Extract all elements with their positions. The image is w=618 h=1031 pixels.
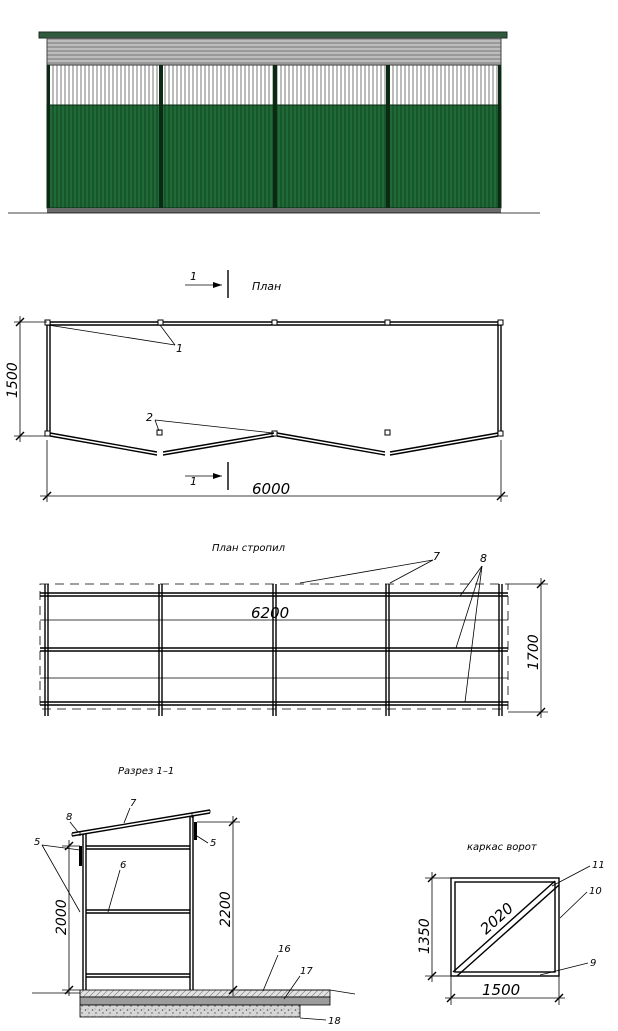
facade-post	[47, 65, 50, 208]
floor-layer-17	[80, 997, 330, 1005]
section-marker-top-label: 1	[190, 270, 197, 283]
facade-view	[8, 32, 540, 213]
callout-8-leaders	[456, 552, 487, 702]
section-dim-2200: 2200	[218, 891, 234, 927]
rafters-roof-outline	[40, 584, 508, 709]
rafters-dim-width: 6200	[251, 604, 290, 622]
section-ground	[32, 990, 355, 1017]
roof-fascia	[47, 38, 501, 65]
plan-outline	[47, 322, 501, 436]
rafters-view	[40, 543, 548, 718]
callout-2: 2	[146, 411, 153, 424]
callout-9: 9	[590, 958, 597, 969]
plan-dim-width: 6000	[252, 480, 291, 498]
gate-title: каркас ворот	[467, 842, 537, 853]
section-dim-2000	[54, 840, 80, 996]
callout-8-section: 8	[66, 812, 73, 823]
callout-8: 8	[480, 552, 487, 565]
section-arrow-head	[213, 282, 222, 288]
facade-post	[159, 65, 163, 208]
callout-1-leaders	[48, 325, 183, 355]
floor-layer-18	[80, 1005, 300, 1017]
callout-5-left: 5	[34, 837, 41, 848]
gate-dim-diagonal: 2020	[476, 899, 518, 938]
section-view	[32, 766, 355, 1027]
section-arrow-head	[213, 473, 222, 479]
gate-dim-1350	[417, 872, 451, 982]
gate-view	[417, 842, 605, 1005]
gate-dim-width: 1500	[482, 981, 521, 999]
rafters-dim-1700	[508, 578, 548, 718]
facade-base	[47, 208, 501, 213]
callout-2-leaders	[146, 411, 273, 433]
callout-7: 7	[433, 550, 440, 563]
facade-post	[273, 65, 277, 208]
callout-1: 1	[176, 342, 183, 355]
callout-16: 16	[278, 944, 291, 955]
callout-7-leaders	[300, 550, 440, 583]
section-title: Разрез 1–1	[118, 766, 175, 777]
callout-17: 17	[300, 966, 313, 977]
facade-post	[498, 65, 501, 208]
plan-dim-height: 1500	[5, 362, 21, 398]
rafters-title: План стропил	[212, 543, 285, 554]
plan-view	[5, 270, 508, 502]
section-dim-2000: 2000	[54, 899, 70, 935]
plan-dim-6000	[40, 440, 508, 502]
callout-11: 11	[592, 860, 605, 871]
section-marker-bottom-label: 1	[190, 475, 197, 488]
gate-frame	[451, 878, 559, 976]
plan-gates	[50, 433, 498, 455]
callout-18: 18	[328, 1016, 341, 1027]
callout-5-right: 5	[210, 838, 217, 849]
rafters-dim-height: 1700	[526, 634, 542, 670]
callout-6: 6	[120, 860, 127, 871]
plan-dim-1500	[5, 316, 47, 442]
section-frame	[79, 816, 197, 990]
plan-title: План	[252, 280, 282, 293]
callout-10: 10	[589, 886, 602, 897]
gate-dim-height: 1350	[417, 918, 433, 954]
facade-post	[386, 65, 390, 208]
plan-posts	[45, 320, 503, 436]
callout-7-section: 7	[130, 798, 137, 809]
gate-callouts	[540, 860, 605, 975]
gate-dim-1500	[445, 976, 565, 1005]
floor-layer-16	[80, 990, 330, 997]
roof-edge	[39, 32, 507, 38]
